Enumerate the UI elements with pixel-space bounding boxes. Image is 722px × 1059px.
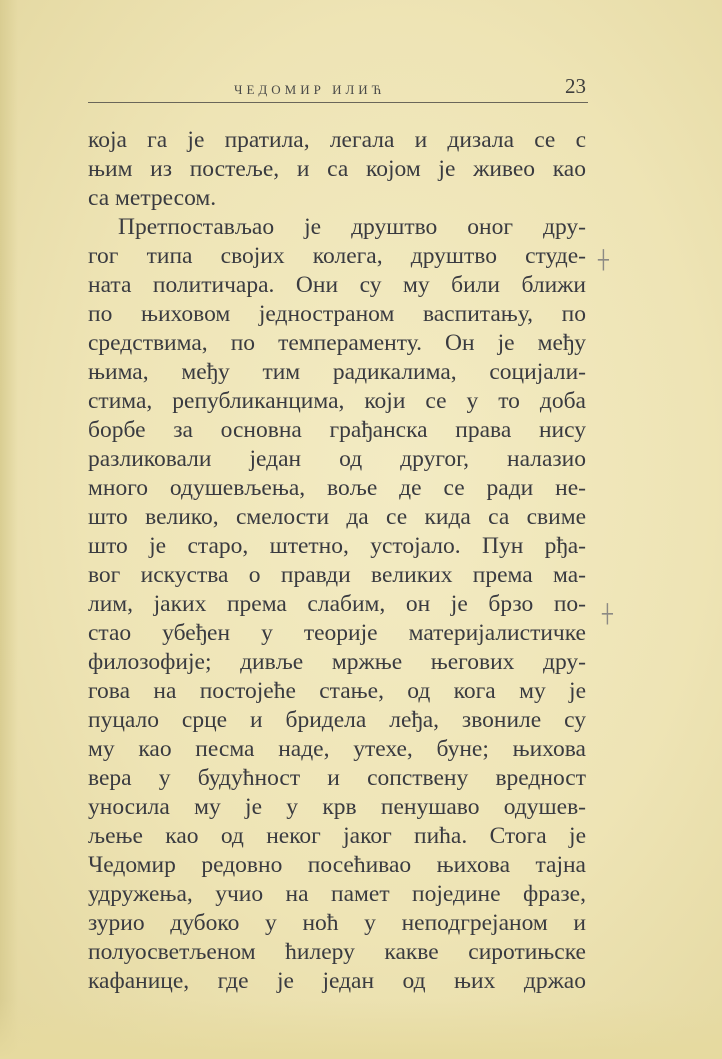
text-line: која га је пратила, легала и дизала се с bbox=[88, 127, 586, 153]
text-line: вог искуства о правди великих према ма- bbox=[88, 562, 586, 588]
text-line: љење као од неког јаког пића. Стога је bbox=[88, 823, 586, 849]
text-line: му као песма наде, утехе, буне; њихова bbox=[88, 736, 586, 762]
text-line: њим из постеље, и са којом је живео као bbox=[88, 156, 586, 182]
running-title: ЧЕДОМИР ИЛИЋ bbox=[234, 82, 386, 97]
page-header bbox=[88, 70, 588, 103]
text-line: што велико, смелости да се кида са свиме bbox=[88, 504, 586, 530]
text-line: Претпостављао је друштво оног дру- bbox=[118, 214, 586, 240]
text-line: гог типа својих колега, друштво студе- bbox=[88, 243, 586, 269]
text-line: много одушевљења, воље де се ради не- bbox=[88, 475, 586, 501]
pencil-margin-mark: ┼ bbox=[598, 250, 609, 271]
text-line: вера у будућност и сопствену вредност bbox=[88, 765, 586, 791]
text-line: Чедомир редовно посећивао њихова тајна bbox=[88, 852, 586, 878]
text-line: средствима, по темпераменту. Он је међу bbox=[88, 330, 586, 356]
text-line: полуосветљеном ћилеру какве сиротињске bbox=[88, 939, 586, 965]
text-line: стао убеђен у теорије материјалистичке bbox=[88, 620, 586, 646]
text-line: њима, међу тим радикалима, социјали- bbox=[88, 359, 586, 385]
body-text bbox=[88, 126, 586, 996]
text-line: зурио дубоко у ноћ у неподгрејаном и bbox=[88, 910, 586, 936]
text-line: по њиховом једностраном васпитању, по bbox=[88, 301, 586, 327]
text-line: пуцало срце и бридела леђа, звониле су bbox=[88, 707, 586, 733]
text-line: удружења, учио на памет поједине фразе, bbox=[88, 881, 586, 907]
page-bottom-shade bbox=[0, 999, 722, 1059]
text-line: кафанице, где је један од њих држао bbox=[88, 968, 586, 994]
text-line: гова на постојеће стање, од кога му је bbox=[88, 678, 586, 704]
text-line: разликовали један од другог, налазио bbox=[88, 446, 586, 472]
text-line: ната политичара. Они су му били ближи bbox=[88, 272, 586, 298]
page-number: 23 bbox=[565, 74, 586, 98]
page-edge-shadow bbox=[0, 0, 18, 1059]
text-line: стима, републиканцима, који се у то доба bbox=[88, 388, 586, 414]
text-line: борбе за основна грађанска права нису bbox=[88, 417, 586, 443]
text-line: лим, јаких према слабим, он је брзо по- bbox=[88, 591, 586, 617]
text-line: што је старо, штетно, устојало. Пун рђа- bbox=[88, 533, 586, 559]
text-line: уносила му је у крв пенушаво одушев- bbox=[88, 794, 586, 820]
text-line: са метресом. bbox=[88, 185, 217, 211]
pencil-margin-mark: ┼ bbox=[602, 604, 613, 625]
text-line: филозофије; дивље мржње његових дру- bbox=[88, 649, 586, 675]
